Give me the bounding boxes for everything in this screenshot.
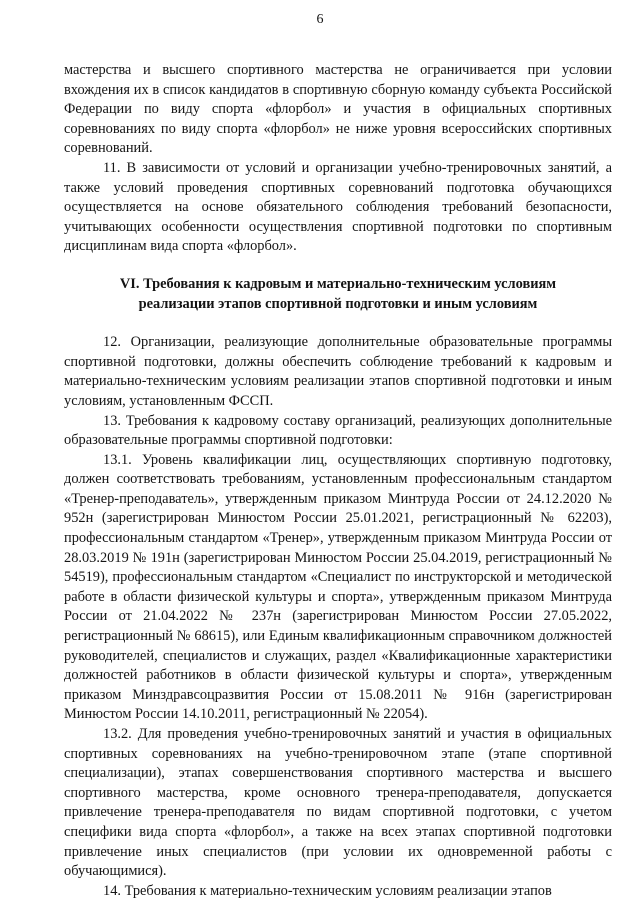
page-number: 6 xyxy=(316,12,324,27)
paragraph-item-13-1: 13.1. Уровень квалификации лиц, осуществляющих спортивную подготовку, должен соответствовать требованиям, установленным профессиональным стандартом «Тренер-преподаватель», утвержденным приказом Минтруда России от 24.12.2020 № 952н (зарегистрирован Минюстом России 25.01.2021, регистрационный № 62203), профессиональным стандартом «Тренер», утвержденным приказом Минтруда России от 28.03.2019 № 191н (зарегистрирован Минюстом России 25.04.2019, регистрационный № 54519), профессиональным стандартом «Специалист по инструкторской и методической работе в области физической культуры и спорта», утвержденным приказом Минтруда России от 21.04.2022 № 237н (зарегистрирован Минюстом России 27.05.2022, регистрационный № 68615), или Единым квалификационным справочником должностей руководителей, специалистов и служащих, раздел «Квалификационные характеристики должностей работников в области физической культуры и спорта», утвержденным приказом Минздравсоцразвития России от 15.08.2011 № 916н (зарегистрирован Минюстом России 14.10.2011, регистрационный № 22054). xyxy=(64,451,612,723)
section-heading-line-1: VI. Требования к кадровым и материально-техническим условиям xyxy=(119,275,557,292)
paragraph-item-12: 12. Организации, реализующие дополнительные образовательные программы спортивной подготовки, должны обеспечить соблюдение требований к кадровым и материально-техническим условиям реализации этапов спортивной подготовки и иным условиям, установленным ФССП. xyxy=(64,334,612,409)
paragraph-item-14: 14. Требования к материально-техническим условиям реализации этапов xyxy=(103,882,552,899)
document-body xyxy=(64,61,612,901)
paragraph-item-11: 11. В зависимости от условий и организации учебно-тренировочных занятий, а также условий проведения спортивных соревнований подготовка обучающихся осуществляется на основе обязательного соблюдения требований безопасности, учитывающих особенности осуществления спортивной подготовки по спортивным дисциплинам вида спорта «флорбол». xyxy=(64,159,612,255)
paragraph-item-13: 13. Требования к кадровому составу организаций, реализующих дополнительные образовательные программы спортивной подготовки: xyxy=(64,412,612,449)
paragraph-item-13-2: 13.2. Для проведения учебно-тренировочных занятий и участия в официальных спортивных соревнованиях на учебно-тренировочном этапе (этапе спортивной специализации), этапах совершенствования спортивного мастерства и высшего спортивного мастерства, кроме основного тренера-преподавателя, допускается привлечение тренера-преподавателя по видам спортивной подготовки, с учетом специфики вида спорта «флорбол», а также на всех этапах спортивной подготовки привлечение иных специалистов (при условии их одновременной работы с обучающимися). xyxy=(64,726,612,880)
section-heading-line-2: реализации этапов спортивной подготовки и иным условиям xyxy=(138,295,538,312)
paragraph-continuation: мастерства и высшего спортивного мастерства не ограничивается при условии вхождения их в список кандидатов в спортивную сборную команду субъекта Российской Федерации по виду спорта «флорбол» и участия в официальных спортивных соревнованиях по виду спорта «флорбол» не ниже уровня всероссийских спортивных соревнований. xyxy=(64,62,612,157)
section-heading xyxy=(64,275,612,314)
